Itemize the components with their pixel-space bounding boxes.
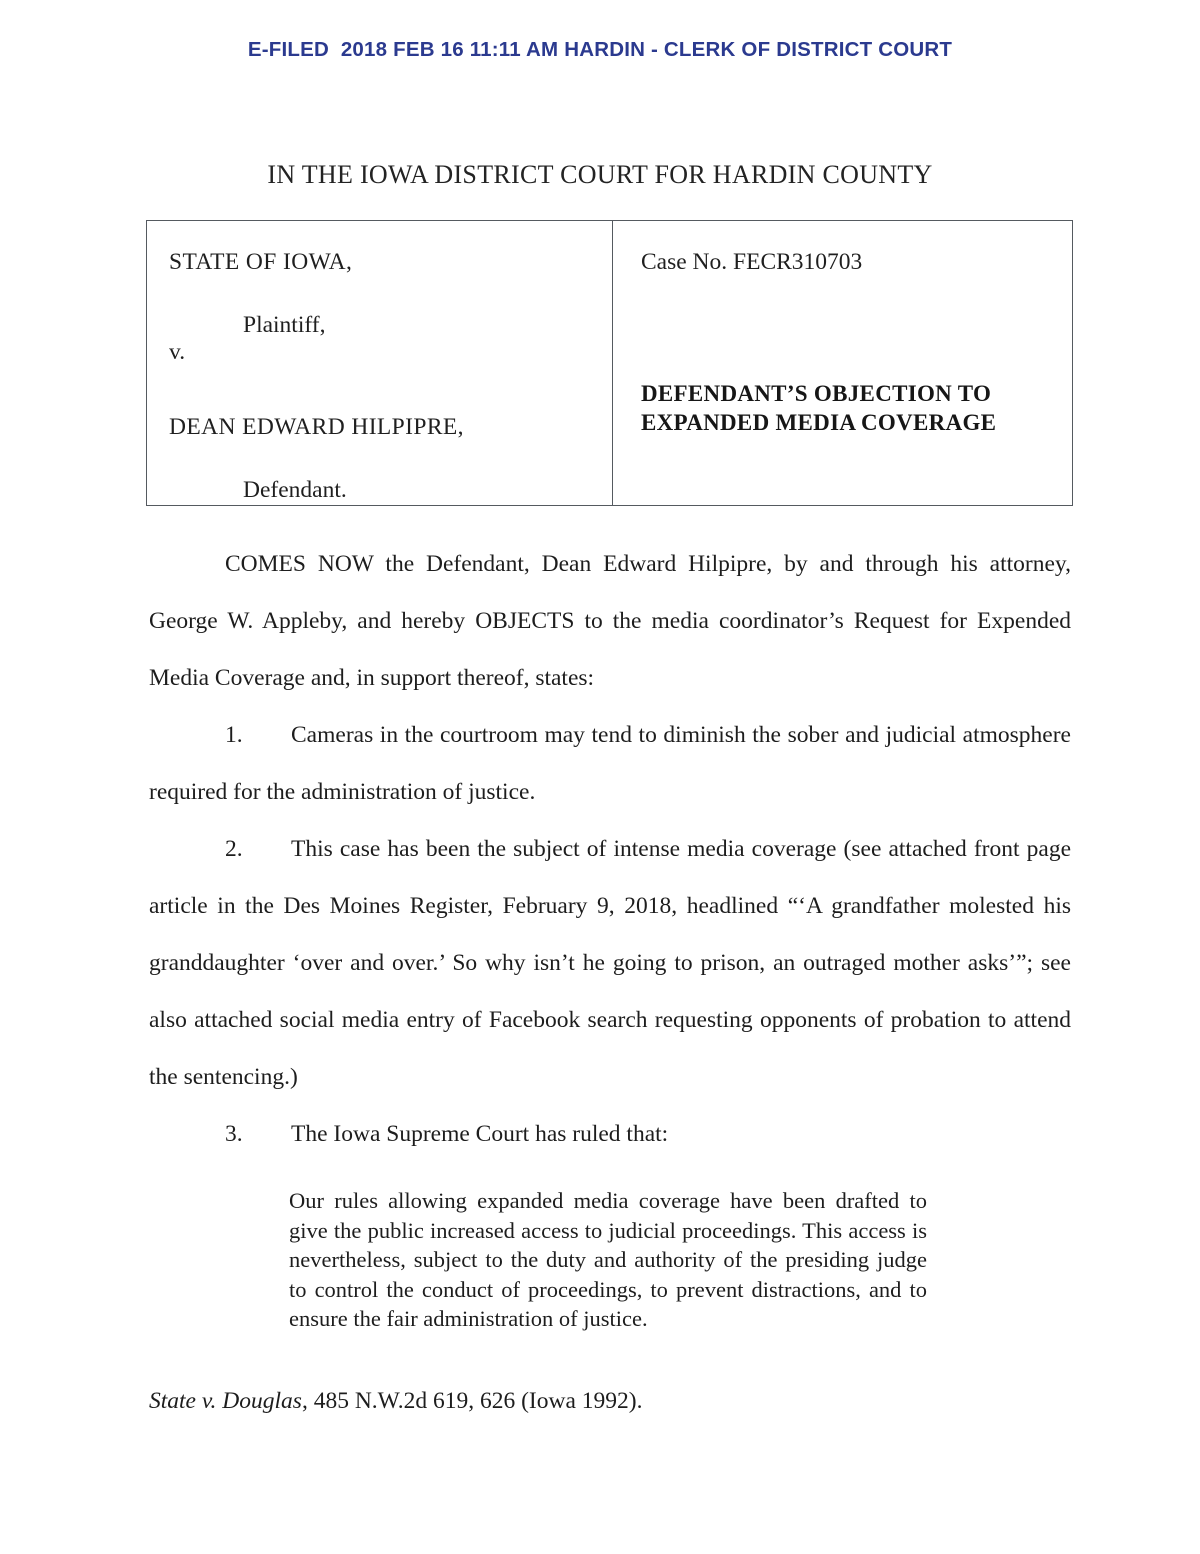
caption-parties-cell: [147, 221, 613, 505]
intro-paragraph-text: COMES NOW the Defendant, Dean Edward Hilpipre, by and through his attorney, George W. Appleby, and hereby OBJECTS to the media coordinator’s Request for Expended Media Coverage and, in support thereof, states:: [149, 551, 1071, 691]
caption-case-cell: [613, 221, 1072, 505]
document-title-line-1: DEFENDANT’S OBJECTION TO: [641, 381, 992, 407]
paragraph-2-number: 2.: [225, 836, 243, 862]
numbered-paragraph-3: [149, 1106, 1071, 1163]
quoted-ruling-blockquote: Our rules allowing expanded media coverage have been drafted to give the public increased access to judicial proceedings. This access is nevertheless, subject to the duty and authority of the presiding judge to control the conduct of proceedings, to prevent distractions, and to ensure the fair administration of justice.: [289, 1188, 927, 1331]
defendant-role: Defendant.: [243, 477, 347, 504]
citation-reporter: , 485 N.W.2d 619, 626 (Iowa 1992).: [301, 1388, 643, 1414]
case-caption-box: [146, 220, 1073, 506]
case-citation: [149, 1388, 642, 1415]
intro-paragraph: [149, 536, 1071, 707]
efiling-stamp: E-FILED 2018 FEB 16 11:11 AM HARDIN - CLERK OF DISTRICT COURT: [247, 38, 953, 61]
case-number: Case No. FECR310703: [641, 249, 863, 275]
numbered-paragraph-2: [149, 821, 1071, 1106]
defendant-name: DEAN EDWARD HILPIPRE,: [169, 414, 464, 441]
paragraph-1-text: Cameras in the courtroom may tend to diminish the sober and judicial atmosphere required for the administration of justice.: [149, 722, 1071, 805]
document-body: [149, 536, 1071, 1163]
paragraph-3-text: The Iowa Supreme Court has ruled that:: [291, 1121, 669, 1147]
plaintiff-name: STATE OF IOWA,: [169, 249, 353, 275]
document-title-line-2: EXPANDED MEDIA COVERAGE: [641, 410, 997, 436]
paragraph-2-text: This case has been the subject of intense media coverage (see attached front page article in the Des Moines Register, February 9, 2018, headlined “‘A grandfather molested his granddaughter ‘over and over.’ So why isn’t he going to prison, an outraged mother asks’”; see also attached social media entry of Facebook search requesting opponents of probation to attend the sentencing.): [149, 836, 1071, 1090]
citation-case-name: State v. Douglas: [149, 1388, 302, 1414]
court-title: IN THE IOWA DISTRICT COURT FOR HARDIN COUNTY: [267, 160, 933, 189]
paragraph-1-number: 1.: [225, 722, 243, 748]
versus-label: v.: [169, 339, 186, 366]
numbered-paragraph-1: [149, 707, 1071, 821]
plaintiff-role: Plaintiff,: [243, 312, 326, 339]
paragraph-3-number: 3.: [225, 1121, 243, 1147]
